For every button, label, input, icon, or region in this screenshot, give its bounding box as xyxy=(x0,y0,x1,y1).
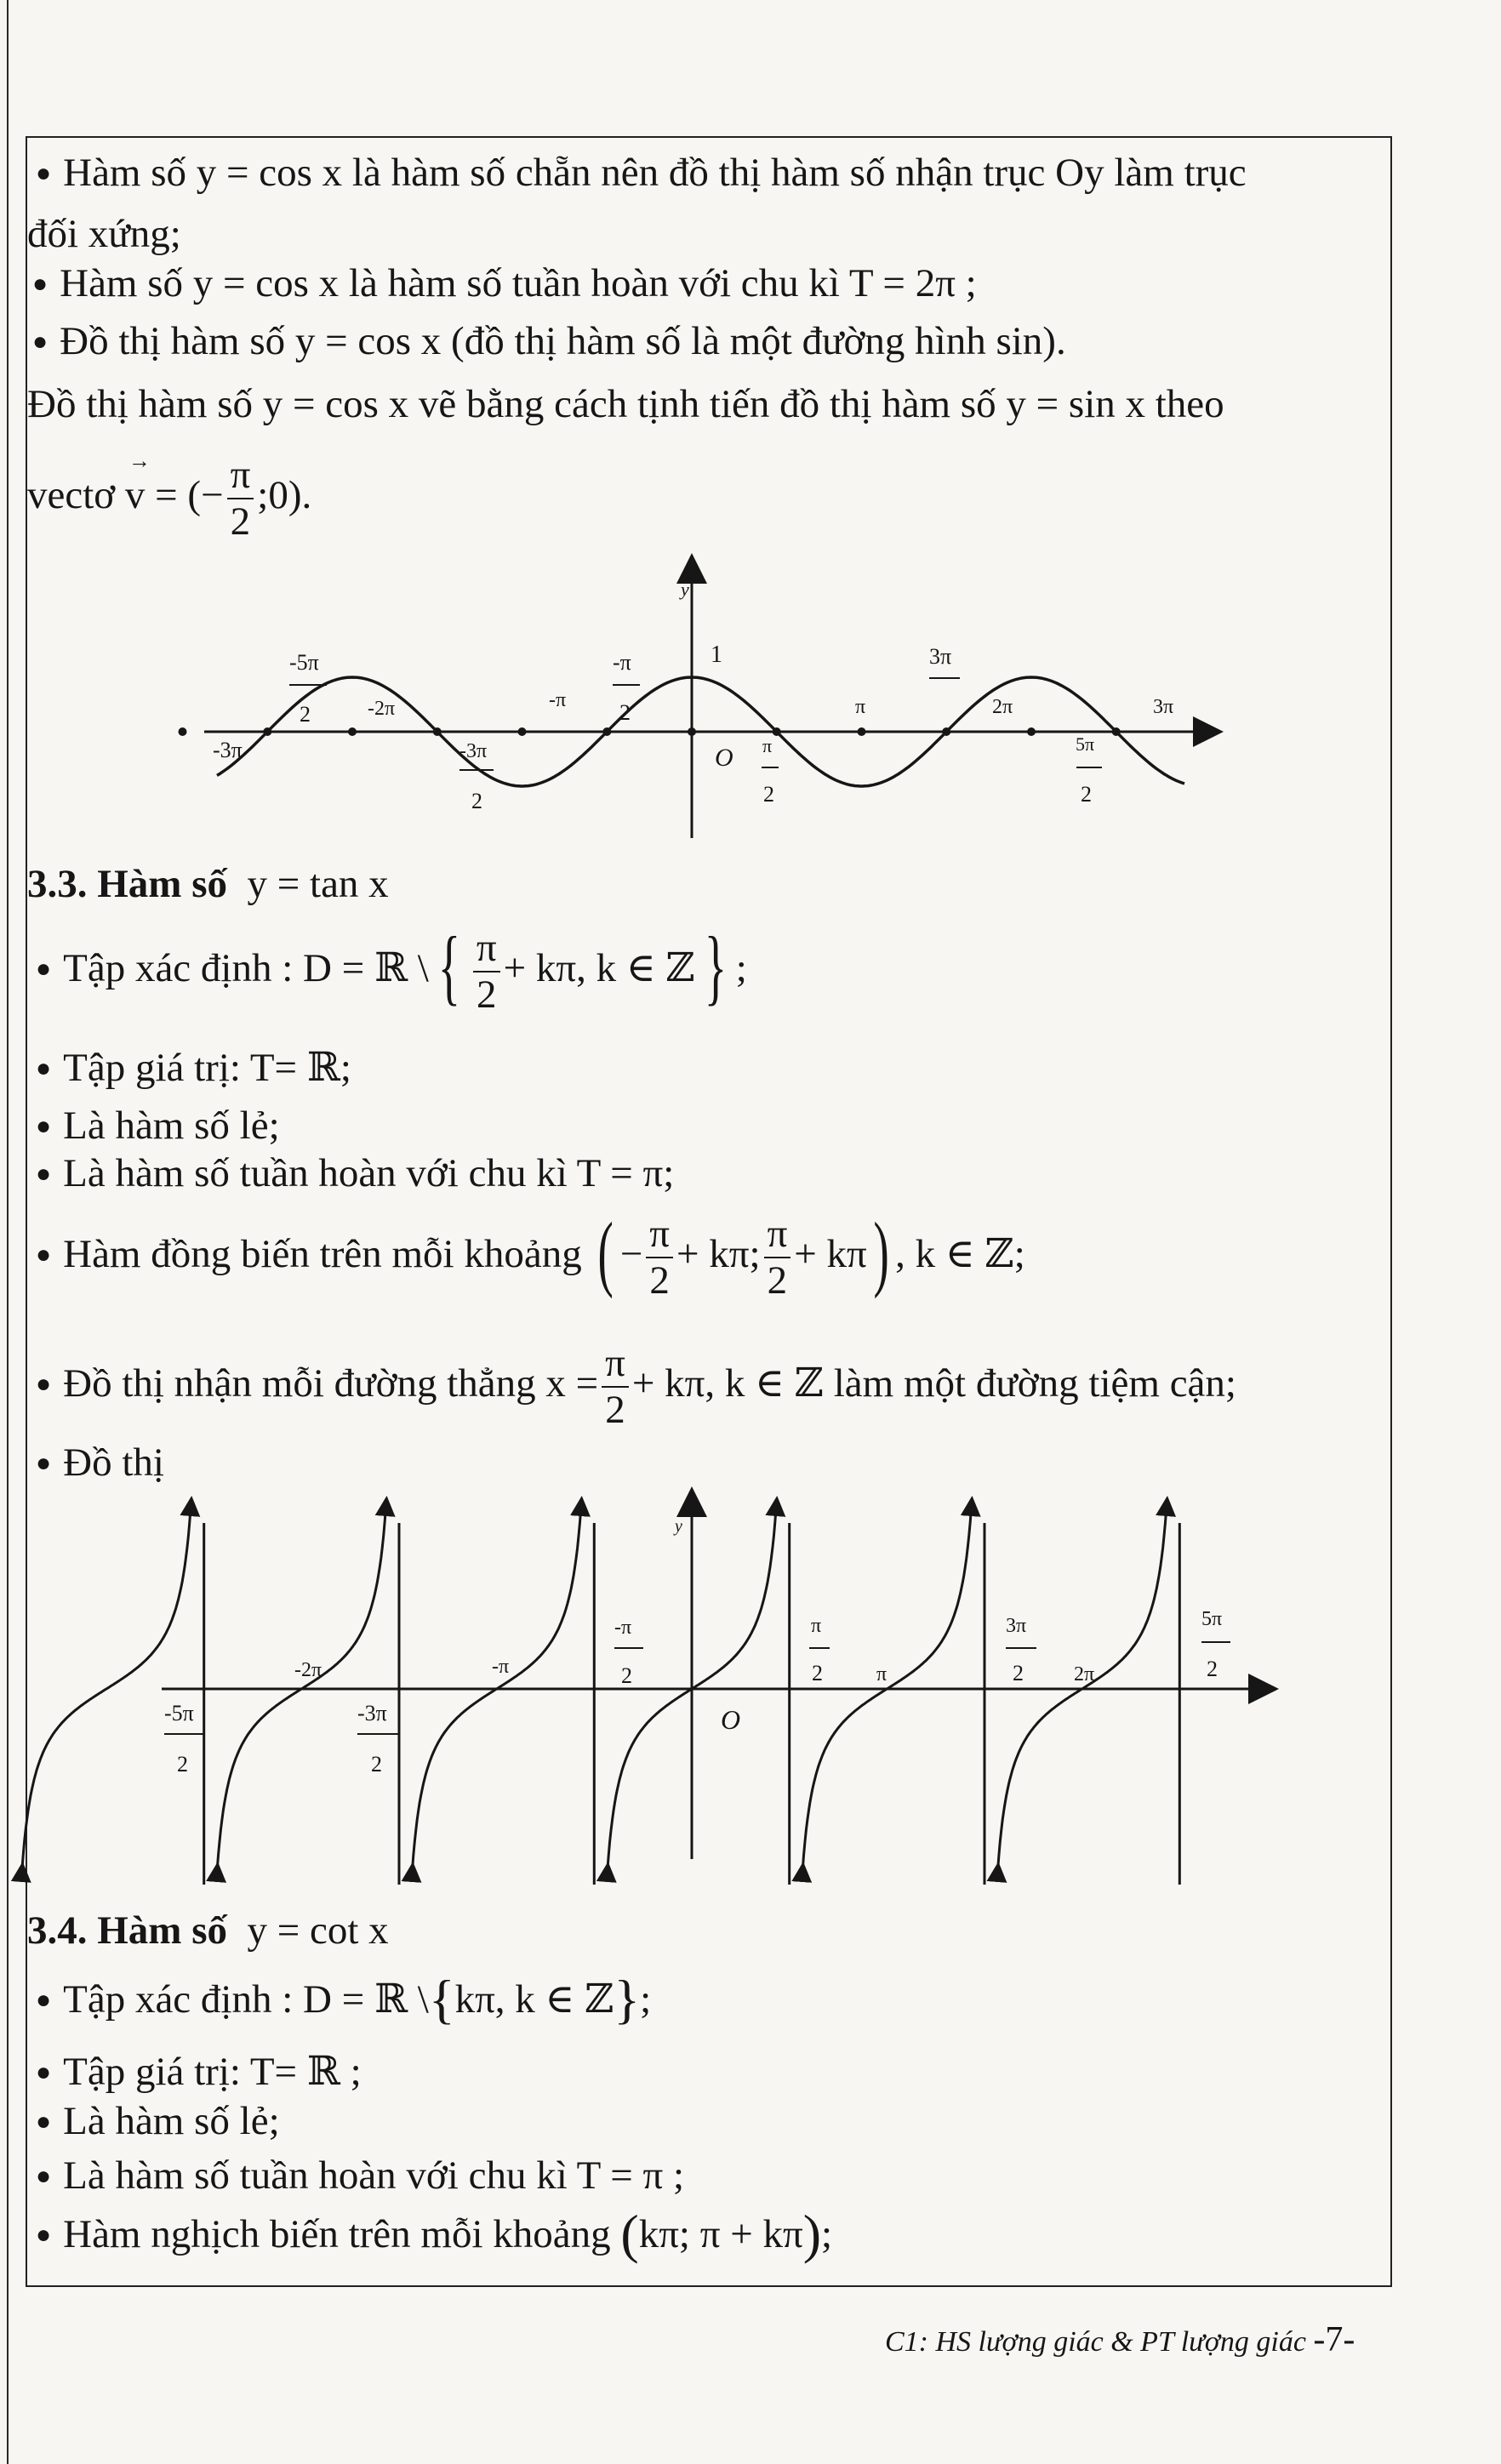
tan-label-3pi2-den: 2 xyxy=(1013,1661,1024,1685)
cos-line-1a: ● Hàm số y = cos x là hàm số chẵn nên đồ thị hàm số nhận trục Oy làm trục xyxy=(36,151,1247,195)
cos-label-m3pi: -3π xyxy=(213,738,243,762)
tan-label-mpi2: -π xyxy=(614,1617,632,1639)
cos-label-mpi: -π xyxy=(549,689,567,711)
tan-origin-label: O xyxy=(721,1704,741,1735)
cos-label-m3pi2-den: 2 xyxy=(471,789,482,813)
cos-label-pi: π xyxy=(855,696,866,718)
tan-bullet-graph: ● Đồ thị xyxy=(36,1440,164,1485)
tan-label-m3pi2: -3π xyxy=(357,1701,387,1725)
cos-line-4: Đồ thị hàm số y = cos x vẽ bằng cách tịnh tiến đồ thị hàm số y = sin x theo xyxy=(27,382,1224,426)
cot-bullet-period: ● Là hàm số tuần hoàn với chu kì T = π ; xyxy=(36,2153,685,2198)
tan-label-mpi2-den: 2 xyxy=(621,1663,632,1688)
cos-label-1: 1 xyxy=(711,642,722,668)
cot-bullet-decreasing: ● Hàm nghịch biến trên mỗi khoảng (kπ; π + kπ); xyxy=(36,2204,833,2264)
cos-label-5pi2-den: 2 xyxy=(1081,782,1092,807)
cos-line-5: vectơ → v = (− $\frac{\pi}{2}$ ;0). xyxy=(27,454,311,544)
tan-heading: 3.3. Hàm số y = tan x xyxy=(27,862,389,906)
tan-bullet-range: ● Tập giá trị: T= ℝ; xyxy=(36,1046,351,1090)
tan-label-pi2: π xyxy=(811,1615,822,1637)
cos-label-3pi2: 3π xyxy=(929,644,952,669)
page-number: -7- xyxy=(1313,2320,1355,2359)
cos-line-3: ● Đồ thị hàm số y = cos x (đồ thị hàm số là một đường hình sin). xyxy=(32,319,1066,363)
tan-label-m3pi2-den: 2 xyxy=(371,1752,382,1777)
cos-label-3pi: 3π xyxy=(1153,696,1174,718)
cos-label-m5pi2: -5π xyxy=(289,650,319,675)
tan-y-label: y xyxy=(675,1517,682,1536)
cos-y-label: y xyxy=(681,579,689,600)
tan-label-3pi2: 3π xyxy=(1006,1615,1027,1637)
tan-bullet-domain: ● Tập xác định : D = ℝ \ { $\frac{\pi}{2}$ + kπ, k ∈ ℤ } ; xyxy=(36,919,747,1018)
tan-label-m2pi: -2π xyxy=(294,1659,322,1681)
tan-label-mpi: -π xyxy=(492,1656,510,1678)
tan-label-2pi: 2π xyxy=(1074,1663,1095,1685)
cos-label-m2pi: -2π xyxy=(368,698,396,720)
cot-bullet-domain: ● Tập xác định : D = ℝ \{kπ, k ∈ ℤ}; xyxy=(36,1969,652,2029)
cot-heading: 3.4. Hàm số y = cot x xyxy=(27,1908,389,1953)
cot-bullet-range: ● Tập giá trị: T= ℝ ; xyxy=(36,2050,362,2094)
cos-origin-label: O xyxy=(715,744,733,772)
cos-line-2: ● Hàm số y = cos x là hàm số tuần hoàn với chu kì T = 2π ; xyxy=(32,261,977,305)
tan-label-pi: π xyxy=(876,1663,887,1685)
cos-label-pi2-den: 2 xyxy=(763,782,774,807)
tan-bullet-period: ● Là hàm số tuần hoàn với chu kì T = π; xyxy=(36,1151,675,1195)
cos-label-5pi2: 5π xyxy=(1076,733,1095,755)
cos-label-mpi2-den: 2 xyxy=(619,700,631,725)
cos-label-pi2: π xyxy=(762,735,773,756)
footer-chapter: C1: HS lượng giác & PT lượng giác xyxy=(885,2326,1306,2358)
cos-label-mpi2: -π xyxy=(613,650,631,675)
tan-label-pi2-den: 2 xyxy=(812,1661,823,1685)
tan-label-5pi2-den: 2 xyxy=(1207,1657,1218,1681)
cos-line-1b: đối xứng; xyxy=(27,212,181,256)
tan-label-m5pi2: -5π xyxy=(164,1701,194,1725)
tan-bullet-odd: ● Là hàm số lẻ; xyxy=(36,1104,280,1148)
tan-bullet-increasing: ● Hàm đồng biến trên mỗi khoảng ( − $\frac{\pi}{2}$ + kπ; $\frac{\pi}{2}$ + kπ) , k ∈ ℤ; xyxy=(36,1205,1025,1303)
cot-bullet-odd: ● Là hàm số lẻ; xyxy=(36,2099,280,2143)
cos-label-m5pi2-den: 2 xyxy=(300,702,311,727)
tan-label-m5pi2-den: 2 xyxy=(177,1752,188,1777)
cos-label-m3pi2: -3π xyxy=(459,740,488,762)
tan-label-5pi2: 5π xyxy=(1201,1608,1223,1630)
page-footer xyxy=(885,2319,1355,2360)
cos-label-2pi: 2π xyxy=(992,696,1013,718)
tan-bullet-asymptote: ● Đồ thị nhận mỗi đường thẳng x = $\frac{\pi}{2}$ + kπ, k ∈ ℤ làm một đường tiệm cận; xyxy=(36,1341,1236,1433)
